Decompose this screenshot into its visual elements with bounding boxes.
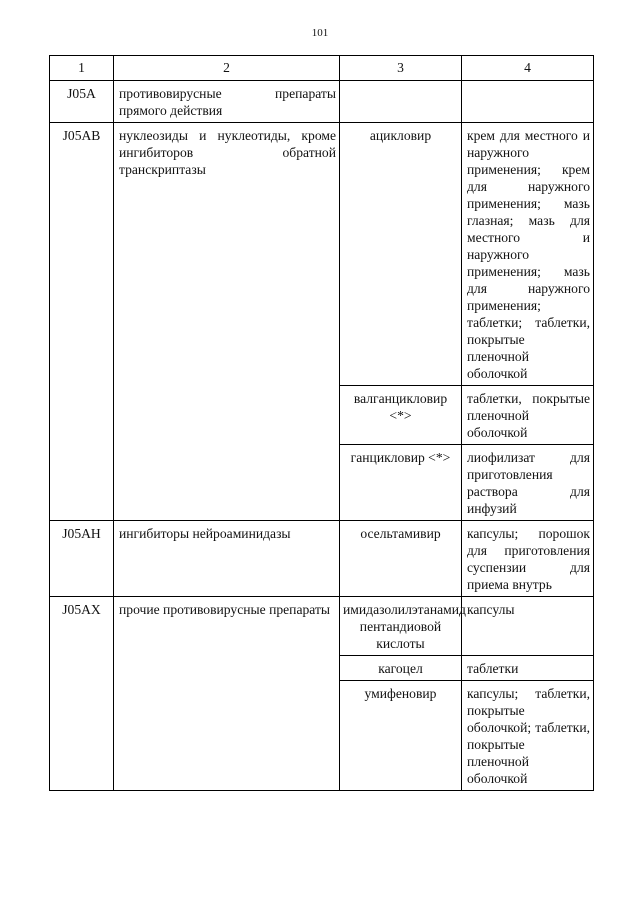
column-header-3: 3 <box>340 56 462 81</box>
atc-code: J05AB <box>50 123 114 521</box>
column-header-1: 1 <box>50 56 114 81</box>
table-row <box>50 597 594 656</box>
group-description: противовирусные препараты прямого действия <box>114 81 340 123</box>
drug-name: ацикловир <box>340 123 462 386</box>
atc-code: J05AH <box>50 521 114 597</box>
dosage-forms: таблетки <box>462 656 594 681</box>
drug-name: умифеновир <box>340 681 462 791</box>
dosage-forms: крем для местного и наружного применения; крем для наружного применения; мазь глазная; мазь для местного и наружного применения; мазь для наружного применения; таблетки; таблетки, покрытые пленочной оболочкой <box>462 123 594 386</box>
drug-name: имидазолилэтанамид пентандиовой кислоты <box>340 597 462 656</box>
column-header-4: 4 <box>462 56 594 81</box>
drug-name: ганцикловир <*> <box>340 445 462 521</box>
drug-name: валганцикловир <*> <box>340 386 462 445</box>
atc-code: J05AX <box>50 597 114 791</box>
dosage-forms: таблетки, покрытые пленочной оболочкой <box>462 386 594 445</box>
group-description: ингибиторы нейроаминидазы <box>114 521 340 597</box>
dosage-forms: лиофилизат для приготовления раствора для инфузий <box>462 445 594 521</box>
dosage-forms <box>462 81 594 123</box>
atc-code: J05A <box>50 81 114 123</box>
group-description: прочие противовирусные препараты <box>114 597 340 791</box>
drug-name: осельтамивир <box>340 521 462 597</box>
page-number: 101 <box>311 27 329 39</box>
table-row <box>50 81 594 123</box>
table-row <box>50 521 594 597</box>
dosage-forms: капсулы; порошок для приготовления суспензии для приема внутрь <box>462 521 594 597</box>
drug-classification-table <box>49 55 594 791</box>
column-header-2: 2 <box>114 56 340 81</box>
drug-name <box>340 81 462 123</box>
group-description: нуклеозиды и нуклеотиды, кроме ингибиторов обратной транскриптазы <box>114 123 340 521</box>
drug-name: кагоцел <box>340 656 462 681</box>
table-row <box>50 123 594 386</box>
dosage-forms: капсулы <box>462 597 594 656</box>
table-header-row <box>50 56 594 81</box>
dosage-forms: капсулы; таблетки, покрытые оболочкой; таблетки, покрытые пленочной оболочкой <box>462 681 594 791</box>
